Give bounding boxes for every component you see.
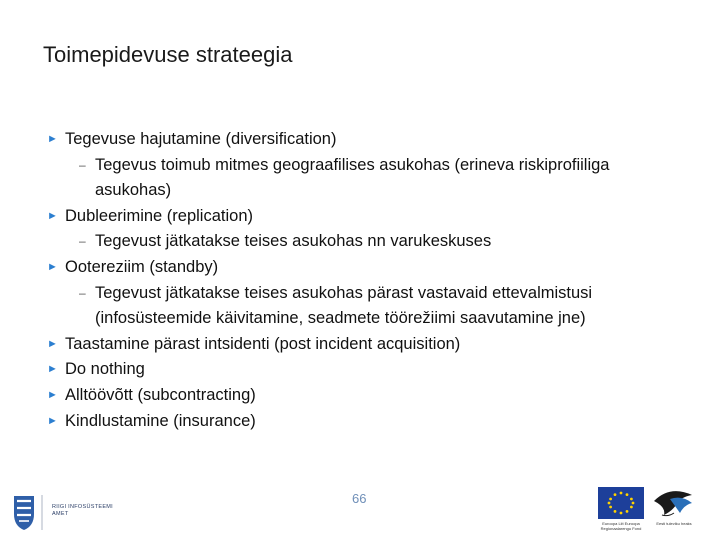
sub-bullet-text: Tegevust jätkatakse teises asukohas nn varukeskuses bbox=[95, 232, 492, 251]
bullet-text: Do nothing bbox=[65, 360, 145, 379]
agency-name-line: RIIGI INFOSÜSTEEMI bbox=[52, 504, 114, 510]
bullet-text: Dubleerimine (replication) bbox=[65, 206, 253, 225]
list-item bbox=[0, 383, 720, 409]
dash-bullet-icon: – bbox=[79, 157, 86, 172]
dash-bullet-icon: – bbox=[79, 285, 86, 300]
list-item bbox=[0, 409, 720, 435]
eu-caption: Euroopa Liit Euroopa Regionaalarengu Fond bbox=[600, 521, 642, 531]
sub-bullet-text: Tegevust jätkatakse teises asukohas pärast vastavaid ettevalmistusi (infosüsteemide käivitamine, seadmete töörežiimi saavutamine jne) bbox=[95, 283, 593, 328]
bullet-list bbox=[0, 127, 720, 434]
list-item bbox=[0, 332, 720, 358]
bullet-text: Taastamine pärast intsidenti (post incident acquisition) bbox=[65, 334, 461, 353]
list-item bbox=[0, 255, 720, 281]
bullet-text: Ootereziim (standby) bbox=[65, 257, 219, 276]
agency-name bbox=[52, 504, 113, 518]
swallow-icon bbox=[654, 491, 692, 516]
triangle-bullet-icon: ► bbox=[47, 337, 58, 350]
bullet-text: Kindlustamine (insurance) bbox=[65, 411, 256, 430]
sub-bullet-text: Tegevus toimub mitmes geograafilises asukohas (erineva riskiprofiiliga asukohas) bbox=[95, 155, 610, 200]
page-number: 66 bbox=[352, 491, 367, 506]
list-item bbox=[0, 153, 675, 204]
coat-of-arms-icon bbox=[14, 496, 34, 530]
list-item bbox=[0, 204, 720, 230]
dash-bullet-icon: – bbox=[79, 234, 86, 249]
agency-name-line: AMET bbox=[52, 511, 69, 517]
bullet-text: Tegevuse hajutamine (diversification) bbox=[65, 130, 337, 148]
bullet-text: Alltöövõtt (subcontracting) bbox=[65, 385, 256, 404]
list-item bbox=[0, 127, 720, 153]
list-item bbox=[0, 281, 675, 332]
triangle-bullet-icon: ► bbox=[47, 260, 58, 273]
list-item bbox=[0, 357, 720, 383]
triangle-bullet-icon: ► bbox=[47, 414, 58, 427]
triangle-bullet-icon: ► bbox=[47, 388, 58, 401]
triangle-bullet-icon: ► bbox=[47, 133, 58, 145]
slide-title: Toimepidevuse strateegia bbox=[43, 42, 293, 67]
triangle-bullet-icon: ► bbox=[47, 209, 58, 222]
triangle-bullet-icon: ► bbox=[47, 363, 58, 376]
list-item bbox=[0, 229, 675, 255]
estonia-caption: Eesti tuleviku heaks bbox=[656, 521, 692, 526]
